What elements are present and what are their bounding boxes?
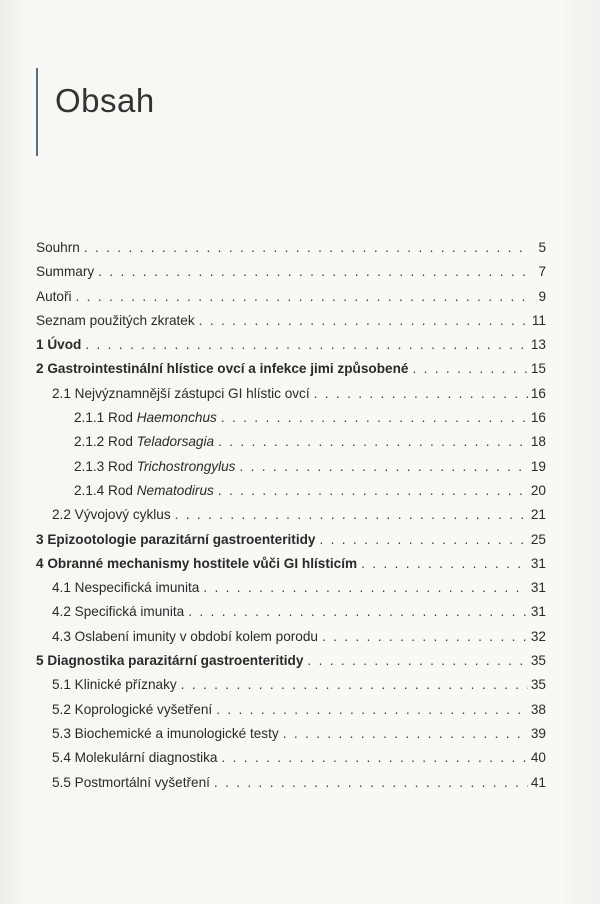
toc-dot-leader [361, 552, 528, 576]
toc-page-number: 31 [530, 580, 546, 596]
toc-entry-text: 4.1 Nespecifická imunita [52, 580, 200, 596]
toc-entry-text: 4.3 Oslabení imunity v období kolem porodu [52, 628, 318, 644]
toc-entry-label [52, 576, 199, 600]
toc-entry [36, 625, 546, 649]
title-accent-bar [36, 68, 38, 156]
toc-entry-label [52, 382, 310, 406]
toc-entry-label [52, 698, 212, 722]
toc-entry-label [52, 673, 177, 697]
toc-entry [36, 600, 546, 624]
toc-entry-label [52, 746, 218, 770]
toc-entry [36, 357, 546, 381]
toc-entry [36, 673, 546, 697]
toc-entry-label [36, 260, 94, 284]
toc-entry [36, 455, 546, 479]
toc-dot-leader [239, 455, 527, 479]
toc-entry [36, 576, 546, 600]
toc-entry-genus-name: Haemonchus [136, 410, 217, 426]
toc-entry-text: 2.1.3 Rod [74, 458, 137, 474]
toc-entry [36, 698, 546, 722]
toc-entry [36, 382, 546, 406]
toc-entry-text: 2.1.2 Rod [74, 434, 137, 450]
toc-page-number: 41 [530, 774, 546, 790]
toc-page-number: 16 [530, 385, 546, 401]
toc-dot-leader [98, 260, 529, 284]
toc-dot-leader [307, 649, 527, 673]
toc-entry [36, 528, 546, 552]
toc-page-number: 7 [538, 264, 546, 280]
toc-entry [36, 309, 546, 333]
toc-dot-leader [76, 285, 529, 309]
toc-page-number: 20 [530, 482, 546, 498]
toc-entry-label [36, 649, 303, 673]
toc-entry [36, 503, 546, 527]
toc-page-number: 13 [530, 337, 546, 353]
page-title: Obsah [55, 82, 155, 120]
toc-entry-label [52, 771, 210, 795]
toc-entry-text: Summary [36, 264, 95, 280]
toc-dot-leader [221, 406, 528, 430]
toc-dot-leader [199, 309, 529, 333]
toc-entry-text: 2.2 Vývojový cyklus [52, 507, 171, 523]
toc-entry-label [36, 528, 315, 552]
toc-page-number: 32 [530, 628, 546, 644]
toc-entry-label [52, 503, 171, 527]
toc-entry [36, 722, 546, 746]
toc-entry-text: 5 Diagnostika parazitární gastroenteritidy [36, 653, 304, 669]
toc-page-number: 5 [538, 240, 546, 255]
toc-dot-leader [218, 479, 528, 503]
toc-entry [36, 260, 546, 284]
toc-dot-leader [216, 698, 528, 722]
toc-entry-label [36, 309, 195, 333]
toc-dot-leader [314, 382, 528, 406]
toc-dot-leader [188, 600, 528, 624]
toc-entry-text: 5.5 Postmortální vyšetření [52, 774, 210, 790]
toc-entry-text: 5.2 Koprologické vyšetření [52, 701, 213, 717]
toc-page-number: 39 [530, 725, 546, 741]
toc-entry-text: 5.3 Biochemické a imunologické testy [52, 725, 279, 741]
toc-entry-label [36, 285, 72, 309]
toc-page-number: 31 [530, 604, 546, 620]
toc-dot-leader [222, 746, 528, 770]
toc-dot-leader [84, 236, 529, 260]
toc-entry-label [36, 333, 81, 357]
toc-dot-leader [412, 357, 527, 381]
toc-dot-leader [319, 528, 527, 552]
toc-dot-leader [85, 333, 528, 357]
toc-entry-text: Seznam použitých zkratek [36, 312, 195, 328]
toc-entry [36, 649, 546, 673]
toc-dot-leader [218, 430, 528, 454]
toc-dot-leader [322, 625, 528, 649]
toc-entry [36, 771, 546, 795]
toc-entry-genus-name: Teladorsagia [136, 434, 215, 450]
toc-dot-leader [203, 576, 528, 600]
toc-entry-text: 4 Obranné mechanismy hostitele vůči GI hlísticím [36, 555, 358, 571]
toc-entry-label [52, 625, 318, 649]
toc-page-number: 40 [530, 750, 546, 766]
toc-entry-label [36, 357, 408, 381]
toc-entry-label [74, 479, 214, 503]
table-of-contents [36, 236, 546, 795]
toc-entry [36, 285, 546, 309]
toc-page-number: 18 [530, 434, 546, 450]
toc-entry [36, 406, 546, 430]
toc-entry-text: 5.1 Klinické příznaky [52, 677, 177, 693]
toc-entry-text: 3 Epizootologie parazitární gastroenteritidy [36, 531, 316, 547]
toc-entry-text: Autoři [36, 288, 72, 304]
toc-entry [36, 333, 546, 357]
toc-entry [36, 552, 546, 576]
toc-entry-label [52, 600, 184, 624]
toc-page-number: 38 [530, 701, 546, 717]
toc-entry [36, 430, 546, 454]
toc-entry-text: 2.1 Nejvýznamnější zástupci GI hlístic ovcí [52, 385, 310, 401]
toc-entry-text: 2.1.4 Rod [74, 482, 137, 498]
toc-entry-label [74, 455, 235, 479]
toc-entry-label [36, 552, 357, 576]
toc-page-number: 31 [530, 555, 546, 571]
toc-page-number: 15 [530, 361, 546, 377]
toc-entry-label [52, 722, 279, 746]
toc-page-number: 16 [530, 410, 546, 426]
toc-dot-leader [181, 673, 528, 697]
toc-page-number: 9 [538, 288, 546, 304]
toc-entry [36, 236, 546, 260]
toc-entry-genus-name: Trichostrongylus [136, 458, 236, 474]
toc-entry-text: 2 Gastrointestinální hlístice ovcí a infekce jimi způsobené [36, 361, 409, 377]
toc-entry-label [36, 236, 80, 260]
toc-entry-text: 4.2 Specifická imunita [52, 604, 185, 620]
toc-dot-leader [283, 722, 528, 746]
toc-page-number: 35 [530, 677, 546, 693]
toc-entry [36, 479, 546, 503]
toc-page-number: 25 [530, 531, 546, 547]
toc-entry-label [74, 406, 217, 430]
toc-page-number: 21 [530, 507, 546, 523]
toc-dot-leader [214, 771, 528, 795]
toc-page-number: 11 [531, 312, 546, 328]
toc-entry [36, 746, 546, 770]
toc-page-number: 35 [530, 653, 546, 669]
toc-entry-text: 1 Úvod [36, 337, 82, 353]
toc-page-number: 19 [530, 458, 546, 474]
toc-dot-leader [175, 503, 528, 527]
toc-entry-text: 5.4 Molekulární diagnostika [52, 750, 218, 766]
toc-entry-genus-name: Nematodirus [136, 482, 214, 498]
toc-entry-text: Souhrn [36, 240, 80, 255]
toc-entry-label [74, 430, 214, 454]
toc-entry-text: 2.1.1 Rod [74, 410, 137, 426]
